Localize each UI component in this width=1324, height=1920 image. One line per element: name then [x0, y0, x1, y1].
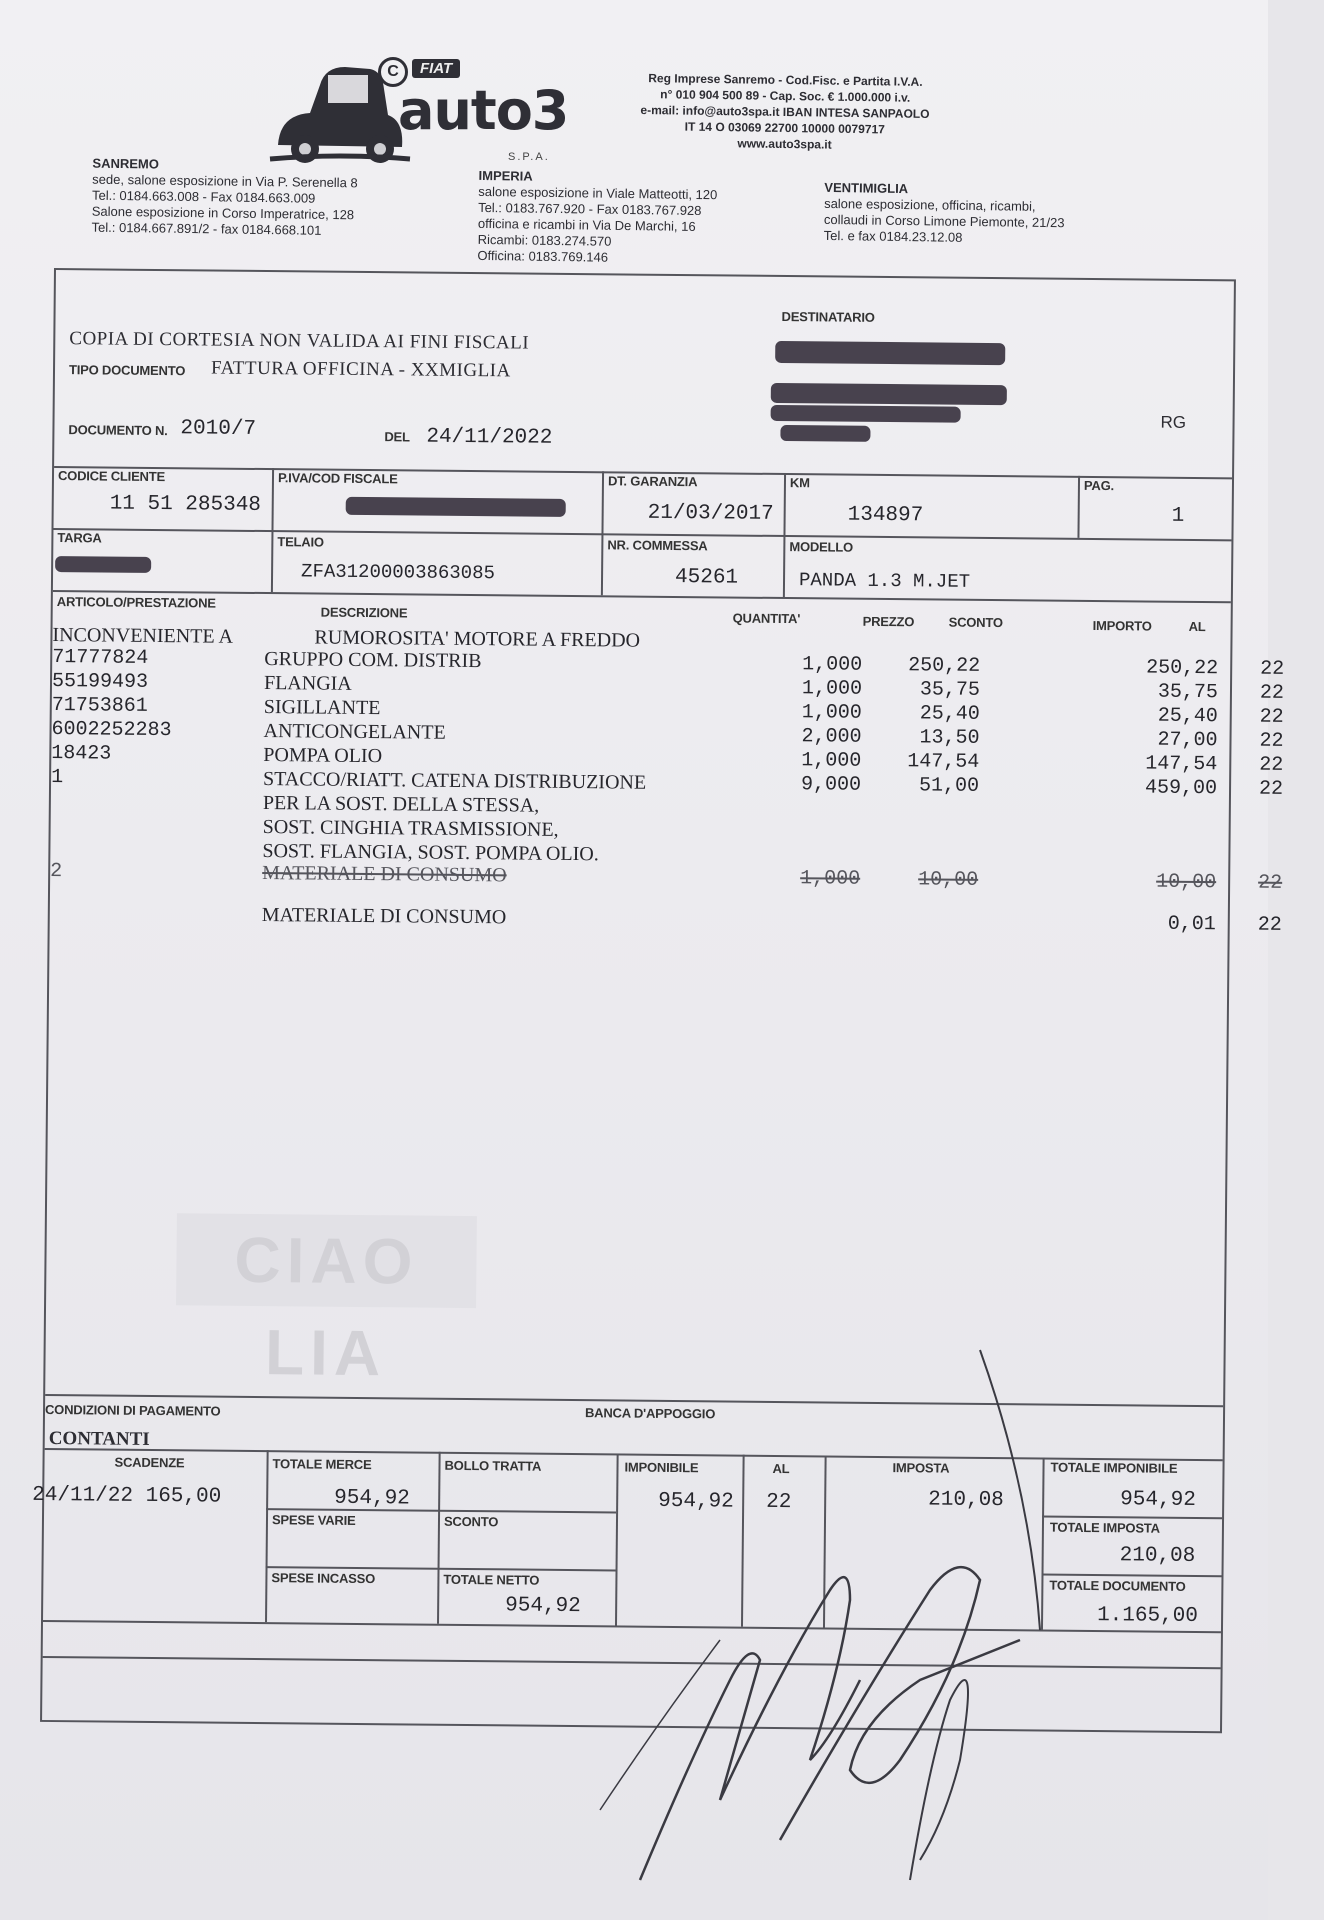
col-importo-label: IMPORTO [1092, 617, 1152, 634]
bollo-label: BOLLO TRATTA [444, 1457, 542, 1474]
targa-label: TARGA [57, 530, 102, 546]
documento-numero-label: DOCUMENTO N. [68, 422, 168, 439]
col-quantita-label: QUANTITA' [732, 610, 801, 627]
col-descrizione-label: DESCRIZIONE [320, 604, 408, 621]
totale-documento: 1.165,00 [1097, 1604, 1199, 1629]
commessa-label: NR. COMMESSA [607, 537, 708, 554]
copyright-icon: C [378, 57, 408, 87]
condizioni-label: CONDIZIONI DI PAGAMENTO [44, 1401, 221, 1419]
fiat-brand: FIAT [412, 59, 460, 78]
tipo-documento-label: TIPO DOCUMENTO [68, 362, 186, 379]
col-prezzo-label: PREZZO [862, 613, 915, 630]
courtesy-note: COPIA DI CORTESIA NON VALIDA AI FINI FISCALI [69, 328, 530, 354]
sconto-footer-label: SCONTO [443, 1513, 499, 1530]
spese-incasso-label: SPESE INCASSO [271, 1570, 376, 1587]
watermark-stamp: CIAO LIA [176, 1213, 477, 1308]
brand-name: auto3 [398, 79, 569, 142]
handwritten-signature [600, 1340, 1100, 1900]
codice-cliente-label: CODICE CLIENTE [57, 468, 166, 485]
col-al-label: AL [1188, 618, 1206, 635]
documento-data: 24/11/2022 [426, 425, 553, 450]
table-row: 1 STACCO/RIATT. CATENA DISTRIBUZIONE 9,000 51,00 459,00 22 [50, 765, 1284, 801]
imponibile-label: IMPONIBILE [624, 1459, 699, 1476]
totale-documento-label: TOTALE DOCUMENTO [1049, 1577, 1186, 1594]
banca-label: BANCA D'APPOGGIO [584, 1405, 716, 1422]
col-articolo-label: ARTICOLO/PRESTAZIONE [56, 594, 216, 611]
branch-sanremo: SANREMO sede, salone esposizione in Via P. Serenella 8 Tel.: 0184.663.008 - Fax 0184.663.009 Salone esposizione in Corso Imperatrice, 128 Tel.: 0184.667.891/2 - fax 0184.668.101 [91, 155, 358, 238]
table-row: SOST. FLANGIA, SOST. POMPA OLIO. [262, 840, 599, 866]
col-sconto-label: SCONTO [948, 614, 1003, 631]
documento-data-label: DEL [384, 429, 410, 445]
tipo-documento-value: FATTURA OFFICINA - XXMIGLIA [210, 357, 511, 382]
totale-imponibile-label: TOTALE IMPONIBILE [1050, 1459, 1178, 1476]
table-row: PER LA SOST. DELLA STESSA, [262, 792, 540, 817]
modello-label: MODELLO [789, 539, 854, 555]
telaio-value: ZFA31200003863085 [300, 560, 496, 585]
garanzia-label: DT. GARANZIA [607, 473, 698, 490]
company-registry: Reg Imprese Sanremo - Cod.Fisc. e Partita I.V.A. n° 010 904 500 89 - Cap. Soc. € 1.000.000 i.v. e-mail: info@auto3spa.it IBAN INTESA SANPAOLO IT 14 O 03069 22700 10000 0079717 www.auto3spa.it [640, 71, 930, 152]
telaio-label: TELAIO [277, 534, 324, 550]
documento-numero: 2010/7 [180, 417, 257, 441]
table-row: 6002252283 ANTICONGELANTE 2,000 13,50 27,00 22 [51, 717, 1284, 753]
modello-value: PANDA 1.3 M.JET [798, 569, 971, 593]
pag-label: PAG. [1083, 477, 1115, 494]
totale-merce: 954,92 [334, 1486, 410, 1511]
table-row: 55199493 FLANGIA 1,000 35,75 35,75 22 [51, 670, 1285, 705]
imposta-label: IMPOSTA [892, 1460, 950, 1476]
table-row: INCONVENIENTE A RUMOROSITA' MOTORE A FREDDO [52, 624, 641, 652]
km-value: 134897 [847, 503, 924, 528]
table-row: 71777824 GRUPPO COM. DISTRIB 1,000 250,22 250,22 22 [52, 646, 1285, 681]
codice-cliente: 11 51 285348 [109, 492, 262, 517]
piva-label: P.IVA/COD FISCALE [277, 470, 398, 487]
scadenze-value: 24/11/22 165,00 [32, 1483, 222, 1509]
totale-netto-label: TOTALE NETTO [443, 1571, 540, 1588]
pag-value: 1 [1171, 504, 1185, 528]
condizioni-value: CONTANTI [48, 1428, 150, 1450]
table-row-crossed: 2 MATERIALE DI CONSUMO 1,000 10,00 10,00 22 [50, 859, 1283, 895]
imposta-value: 210,08 [928, 1488, 1004, 1513]
garanzia-date: 21/03/2017 [647, 501, 774, 526]
brand-suffix: S.P.A. [508, 151, 550, 163]
commessa-value: 45261 [674, 565, 739, 590]
table-row: 71753861 SIGILLANTE 1,000 25,40 25,40 22 [51, 693, 1284, 729]
table-row: 18423 POMPA OLIO 1,000 147,54 147,54 22 [51, 741, 1284, 777]
rg-code: RG [1160, 412, 1187, 432]
destinatario-label: DESTINATARIO [781, 308, 875, 325]
km-label: KM [789, 475, 810, 491]
totale-imposta: 210,08 [1119, 1544, 1196, 1569]
branch-imperia: IMPERIA salone esposizione in Viale Matteotti, 120 Tel.: 0183.767.920 - Fax 0183.767.928 officina e ricambi in Via De Marchi, 16 Ricambi: 0183.274.570 Officina: 0183.769.146 [477, 167, 718, 265]
totale-merce-label: TOTALE MERCE [272, 1456, 372, 1473]
table-row: MATERIALE DI CONSUMO 0,01 22 [261, 904, 1282, 937]
al-footer-value: 22 [766, 1490, 792, 1515]
table-row: SOST. CINGHIA TRASMISSIONE, [262, 816, 559, 841]
scadenze-label: SCADENZE [114, 1454, 185, 1471]
al-footer-label: AL [772, 1460, 790, 1477]
imponibile-value: 954,92 [658, 1489, 734, 1514]
totale-imposta-label: TOTALE IMPOSTA [1049, 1519, 1160, 1536]
totale-imponibile: 954,92 [1120, 1488, 1196, 1513]
auto3-logo [270, 55, 590, 165]
spese-varie-label: SPESE VARIE [271, 1512, 356, 1528]
branch-ventimiglia: VENTIMIGLIA salone esposizione, officina, ricambi, collaudi in Corso Limone Piemonte, 21/23 Tel. e fax 0184.23.12.08 [823, 179, 1065, 245]
totale-netto: 954,92 [505, 1594, 581, 1619]
